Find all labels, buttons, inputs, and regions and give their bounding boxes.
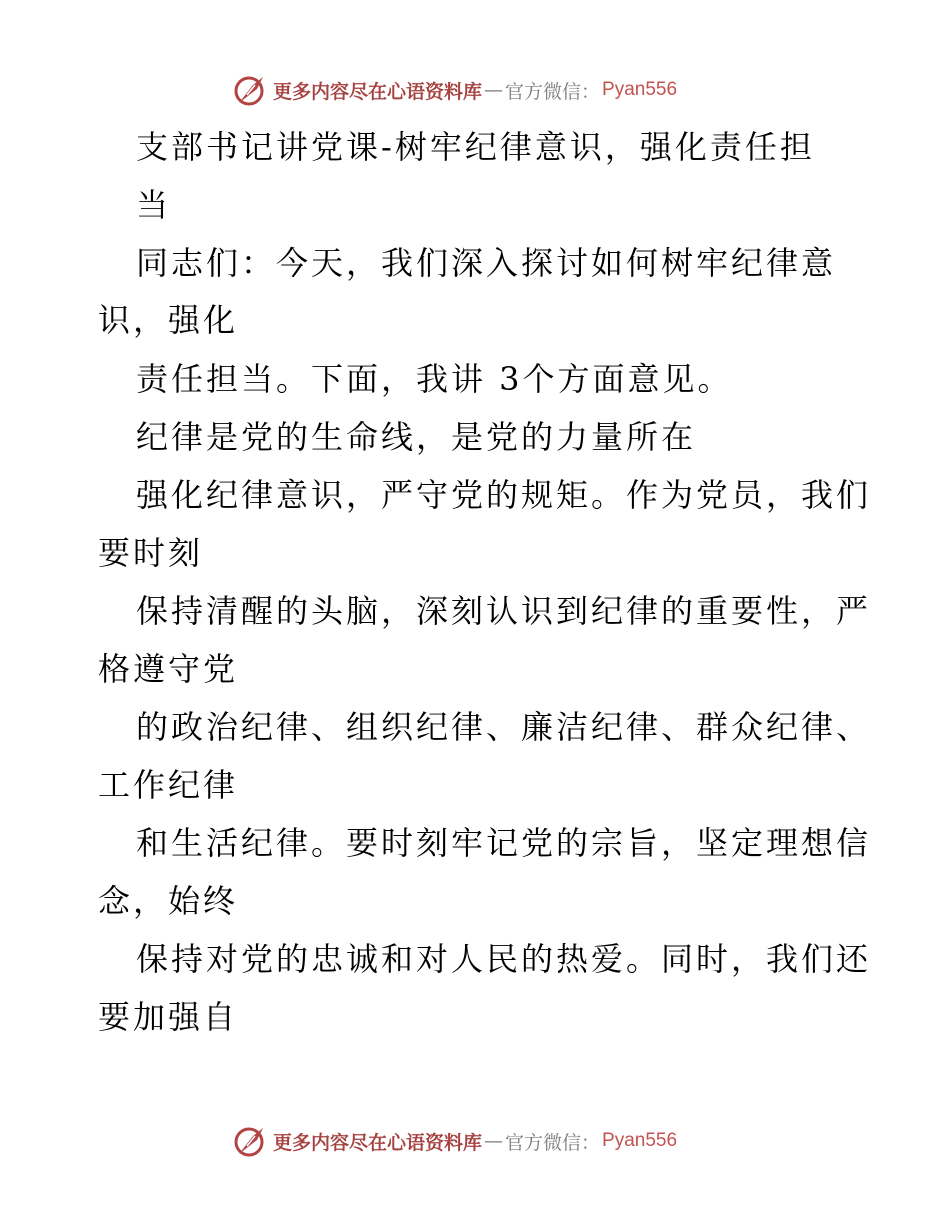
section-heading: 纪律是党的生命线，是党的力量所在	[136, 418, 697, 456]
promo-text: 更多内容尽在心语资料库	[273, 80, 483, 103]
text-line: 强化纪律意识，严守党的规矩。作为党员，我们	[136, 476, 872, 514]
header-banner	[233, 70, 753, 110]
text-line: 的政治纪律、组织纪律、廉洁纪律、群众纪律、	[136, 708, 872, 746]
text-line: 同志们：今天，我们深入探讨如何树牢纪律意	[136, 244, 837, 282]
text-line: 支部书记讲党课-树牢纪律意识，强化责任担	[136, 128, 815, 166]
text-line: 格遵守党	[98, 650, 239, 688]
text-line: 保持清醒的头脑，深刻认识到纪律的重要性，严	[136, 592, 872, 630]
wechat-id: Pyan556	[602, 79, 678, 100]
banner-dash: —	[484, 79, 504, 101]
text-line: 责任担当。下面，我讲 3个方面意见。	[136, 360, 733, 398]
wechat-label: 官方微信：	[505, 80, 601, 103]
text-line: 工作纪律	[98, 766, 239, 804]
text-line: 当	[136, 186, 172, 224]
text-line: 念，始终	[98, 882, 239, 920]
promo-text: 更多内容尽在心语资料库	[273, 1131, 483, 1154]
text-line: 要加强自	[98, 998, 239, 1036]
footer-banner	[233, 1121, 753, 1161]
text-line: 和生活纪律。要时刻牢记党的宗旨，坚定理想信	[136, 824, 872, 862]
wechat-label: 官方微信：	[505, 1131, 601, 1154]
wechat-id: Pyan556	[602, 1130, 678, 1151]
text-line: 保持对党的忠诚和对人民的热爱。同时，我们还	[136, 940, 872, 978]
text-line: 要时刻	[98, 534, 204, 572]
quill-pen-logo-icon	[233, 73, 267, 107]
quill-pen-logo-icon	[233, 1124, 267, 1158]
banner-dash: —	[484, 1130, 504, 1152]
text-line: 识，强化	[98, 301, 239, 339]
